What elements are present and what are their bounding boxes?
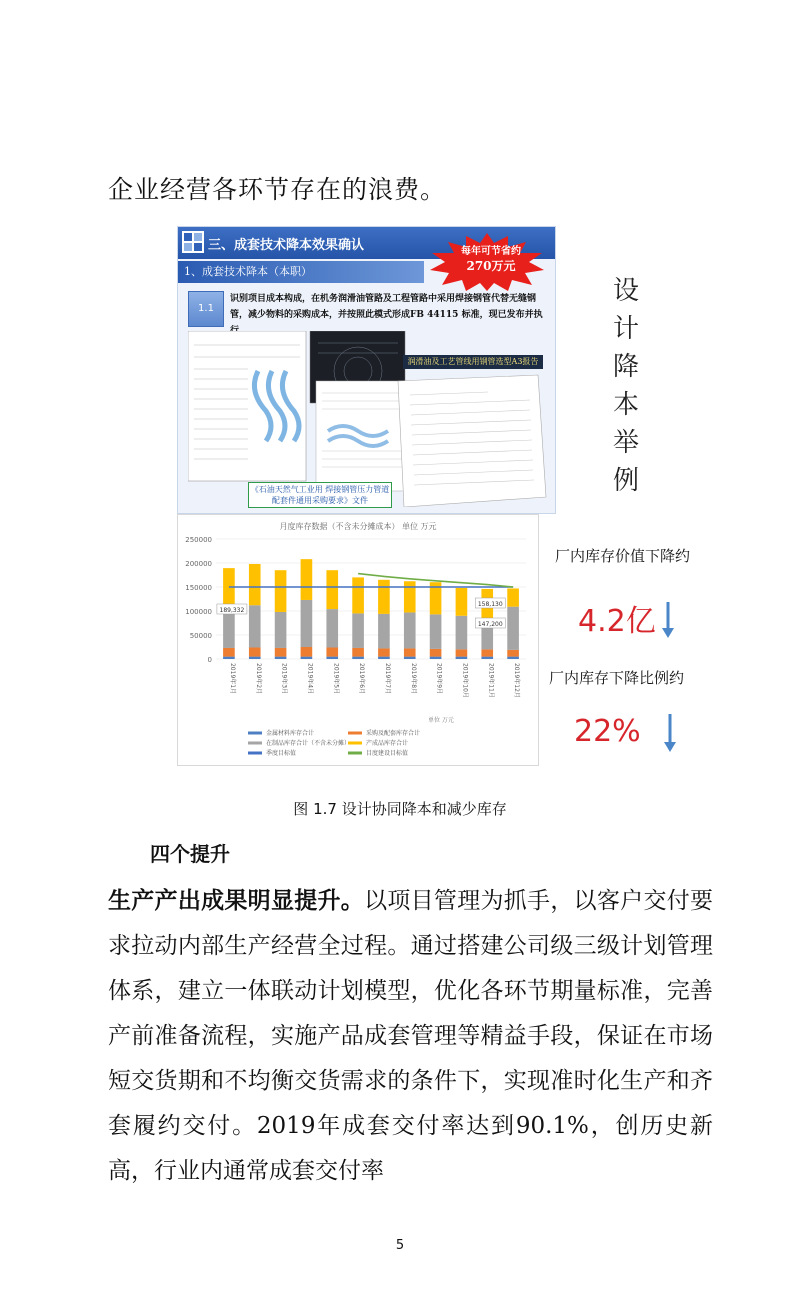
chart-bar xyxy=(481,649,493,656)
chart-bar xyxy=(378,648,390,656)
inventory-ratio: 22% xyxy=(574,714,641,749)
x-tick-label: 2019年1月 xyxy=(228,663,236,695)
report-label: 润滑油及工艺管线用钢管选型A3报告 xyxy=(403,355,543,369)
chart-bar xyxy=(456,588,468,616)
x-tick-label: 2019年10月 xyxy=(461,663,469,698)
chart-bar xyxy=(456,649,468,656)
slide-figure xyxy=(177,226,556,514)
x-tick-label: 2019年9月 xyxy=(435,663,443,695)
chart-bar xyxy=(275,648,287,657)
chart-bar xyxy=(378,657,390,659)
chart-bar xyxy=(456,657,468,659)
x-tick-label: 2019年7月 xyxy=(383,663,391,695)
inventory-value: 4.2亿 xyxy=(578,604,656,639)
vertical-char: 举 xyxy=(612,428,639,458)
chart-bar xyxy=(249,657,261,659)
y-tick-label: 50000 xyxy=(189,632,212,640)
y-tick-label: 0 xyxy=(207,656,212,664)
vertical-label xyxy=(608,272,644,500)
x-tick-label: 2019年3月 xyxy=(280,663,288,695)
burst-line-2: 270万元 xyxy=(466,259,516,273)
data-callout: 147,200 xyxy=(477,621,503,628)
chart-bar xyxy=(352,648,364,657)
savings-burst-text xyxy=(446,245,536,273)
chart-bar xyxy=(404,612,416,648)
chart-bar xyxy=(249,647,261,656)
chart-bar xyxy=(352,577,364,613)
chart-bar xyxy=(481,657,493,659)
chart-bar xyxy=(275,657,287,659)
chart-bar xyxy=(430,657,442,659)
legend-label: 在制品库存合计（不含未分摊） xyxy=(266,740,351,747)
vertical-char: 计 xyxy=(612,314,639,344)
paragraph-lead: 生产产出成果明显提升。 xyxy=(108,887,365,914)
vertical-char: 设 xyxy=(612,276,639,306)
legend-label: 金属材料库存合计 xyxy=(266,730,315,737)
chart-bar xyxy=(430,614,442,649)
chart-bar xyxy=(223,648,235,657)
legend-label: 目度建设目标值 xyxy=(366,750,409,757)
figure-caption: 图 1.7 设计协同降本和减少库存 xyxy=(293,800,507,818)
chart-bar xyxy=(223,657,235,659)
chart-bar xyxy=(326,609,338,647)
vertical-char: 例 xyxy=(612,466,639,496)
y-tick-label: 250000 xyxy=(185,536,212,544)
chart-bar xyxy=(249,605,261,647)
chart-bar xyxy=(507,588,519,606)
chart-bar xyxy=(352,613,364,648)
inventory-value-label: 厂内库存价值下降约 xyxy=(555,547,691,565)
slide-subtitle: 1、成套技术降本（本职） xyxy=(178,261,424,283)
burst-line-1: 每年可节省约 xyxy=(461,246,521,257)
slide-title: 三、成套技术降本效果确认 xyxy=(208,238,365,253)
inventory-ratio-label: 厂内库存下降比例约 xyxy=(549,669,685,687)
legend-label: 采购及配套库存合计 xyxy=(366,730,421,737)
chart-bar xyxy=(275,570,287,612)
chart-bar xyxy=(326,647,338,656)
chart-bar xyxy=(326,657,338,659)
chart-bar xyxy=(378,580,390,614)
x-tick-label: 2019年4月 xyxy=(306,663,314,695)
body-paragraph xyxy=(108,878,713,1194)
chart-bar xyxy=(301,600,313,647)
legend-label: 季度目标值 xyxy=(266,750,297,757)
chart-bar xyxy=(456,616,468,650)
y-tick-label: 100000 xyxy=(185,608,212,616)
chart-bar xyxy=(404,657,416,659)
x-tick-label: 2019年11月 xyxy=(487,663,495,698)
x-tick-label: 2019年12月 xyxy=(513,663,521,698)
vertical-char: 降 xyxy=(612,352,639,382)
chart-bar xyxy=(223,610,235,648)
chart-bar xyxy=(430,649,442,657)
x-tick-label: 2019年6月 xyxy=(358,663,366,695)
chart-title: 月度库存数据（不含未分摊成本） 单位 万元 xyxy=(279,522,437,531)
y-tick-label: 150000 xyxy=(185,584,212,592)
page-number: 5 xyxy=(395,1238,405,1253)
item-badge: 1.1 xyxy=(188,291,224,327)
chart-bar xyxy=(326,570,338,609)
chart-bar xyxy=(507,607,519,650)
legend-label: 产成品库存合计 xyxy=(366,740,409,747)
inventory-chart xyxy=(177,514,539,766)
doc-caption: 《石油天然气工业用 焊接钢管压力管道配套件通用采购要求》文件 xyxy=(248,482,392,508)
chart-bar xyxy=(249,564,261,605)
chart-bar xyxy=(507,650,519,657)
chart-bar xyxy=(223,568,235,609)
down-arrow-icon xyxy=(662,712,678,754)
data-callout: 158,130 xyxy=(477,601,503,608)
chart-bar xyxy=(301,647,313,657)
chart-bar xyxy=(352,657,364,659)
paragraph-body: 以项目管理为抓手，以客户交付要求拉动内部生产经营全过程。通过搭建公司级三级计划管理体系，建立一体联动计划模型，优化各环节期量标准，完善产前准备流程，实施产品成套管理等精益手段，保证在市场短交货期和不均衡交货需求的条件下，实现准时化生产和齐套履约交付。2019年成套交付率达到90.1%，创历史新高，行业内通常成套交付率 xyxy=(108,888,714,1184)
inventory-chart-svg xyxy=(178,515,538,765)
chart-bar xyxy=(507,657,519,659)
chart-bar xyxy=(301,657,313,659)
x-tick-label: 2019年8月 xyxy=(409,663,417,695)
x-tick-label: 2019年5月 xyxy=(332,663,340,695)
legend-unit: 单位 万元 xyxy=(428,717,454,724)
slide-description: 识别项目成本构成，在机务润滑油管路及工程管路中采用焊接钢管代替无缝钢管，减少物料的采购成本，并按照此模式形成FB 44115 标准，现已发布并执 xyxy=(230,294,543,320)
chart-bar xyxy=(301,559,313,600)
data-callout: 189,332 xyxy=(219,607,245,614)
intro-text: 企业经营各环节存在的浪费。 xyxy=(108,175,447,204)
chart-bar xyxy=(275,612,287,648)
logo-icon xyxy=(182,231,204,253)
chart-bar xyxy=(404,648,416,656)
y-tick-label: 200000 xyxy=(185,560,212,568)
chart-bar xyxy=(404,581,416,612)
chart-bar xyxy=(378,614,390,649)
down-arrow-icon xyxy=(660,600,676,640)
x-tick-label: 2019年2月 xyxy=(254,663,262,695)
section-heading: 四个提升 xyxy=(150,842,230,866)
vertical-char: 本 xyxy=(612,390,639,420)
